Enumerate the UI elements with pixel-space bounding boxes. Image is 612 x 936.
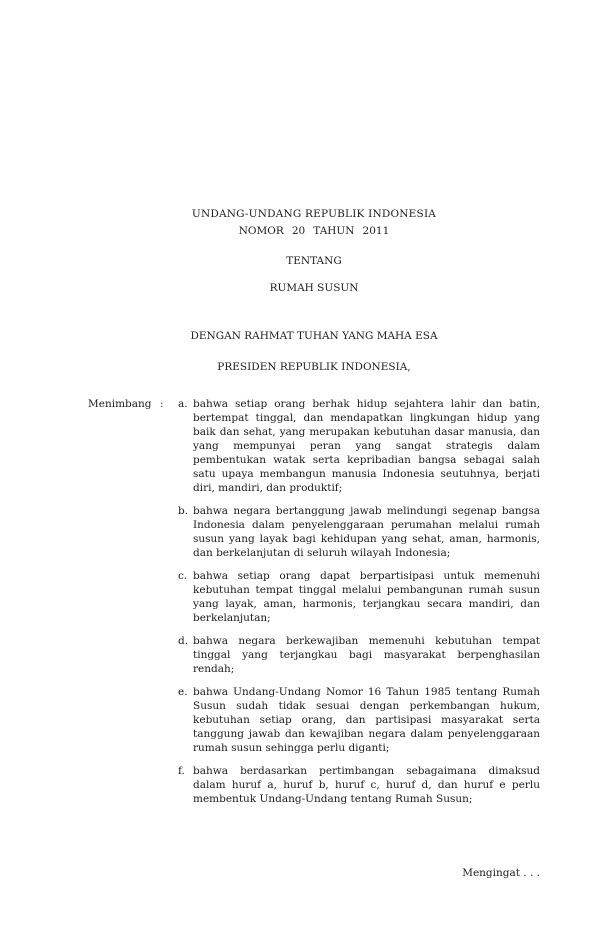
doc-title-line1: UNDANG-UNDANG REPUBLIK INDONESIA [191,208,437,220]
consideration-text: bahwa negara bertanggung jawab melindungi segenap bangsa Indonesia dalam penyelenggaraan perumahan melalui rumah susun yang layak bagi kehidupan yang sehat, aman, harmonis, dan berkelanjutan di seluruh wilayah Indonesia; [193,505,540,559]
doc-title-line2: NOMOR 20 TAHUN 2011 [238,225,390,237]
menimbang-section [88,397,540,806]
doc-subject: RUMAH SUSUN [269,282,359,294]
consideration-item-a [178,397,540,495]
document-heading [88,207,540,374]
consideration-text: bahwa setiap orang berhak hidup sejahtera lahir dan batin, bertempat tinggal, dan mendapatkan lingkungan hidup yang baik dan sehat, yang merupakan kebutuhan dasar manusia, dan yang mempunyai peran yang sangat strategis dalam pembentukan watak serta kepribadian bangsa sebagai salah satu upaya membangun manusia Indonesia seutuhnya, berjati diri, mandiri, dan produktif; [193,398,540,494]
menimbang-items [178,397,540,806]
consideration-marker: a. [178,398,188,410]
doc-tentang-label: TENTANG [286,255,342,267]
consideration-marker: d. [178,635,189,647]
consideration-marker: f. [178,765,185,777]
consideration-text: bahwa setiap orang dapat berpartisipasi untuk memenuhi kebutuhan tempat tinggal melalui pembangunan rumah susun yang layak, aman, harmonis, terjangkau secara mandiri, dan berkelanjutan; [193,570,540,624]
doc-invocation: DENGAN RAHMAT TUHAN YANG MAHA ESA [190,330,438,342]
page-catchword: Mengingat . . . [462,867,540,879]
doc-issuer: PRESIDEN REPUBLIK INDONESIA, [217,361,411,373]
consideration-item-f [178,764,540,806]
consideration-marker: e. [178,686,188,698]
menimbang-colon: : [160,398,164,410]
consideration-text: bahwa berdasarkan pertimbangan sebagaimana dimaksud dalam huruf a, huruf b, huruf c, huruf d, dan huruf e perlu membentuk Undang-Undang tentang Rumah Susun; [193,765,540,805]
consideration-marker: b. [178,505,189,517]
consideration-text: bahwa Undang-Undang Nomor 16 Tahun 1985 tentang Rumah Susun sudah tidak sesuai dengan perkembangan hukum, kebutuhan setiap orang, dan partisipasi masyarakat serta tanggung jawab dan kewajiban negara dalam penyelenggaraan rumah susun sehingga perlu diganti; [193,686,540,754]
consideration-item-c [178,569,540,625]
consideration-item-e [178,685,540,755]
consideration-item-d [178,634,540,676]
consideration-text: bahwa negara berkewajiban memenuhi kebutuhan tempat tinggal yang terjangkau bagi masyarakat berpenghasilan rendah; [193,635,540,675]
consideration-item-b [178,504,540,560]
menimbang-label: Menimbang [88,398,152,410]
consideration-marker: c. [178,570,188,582]
